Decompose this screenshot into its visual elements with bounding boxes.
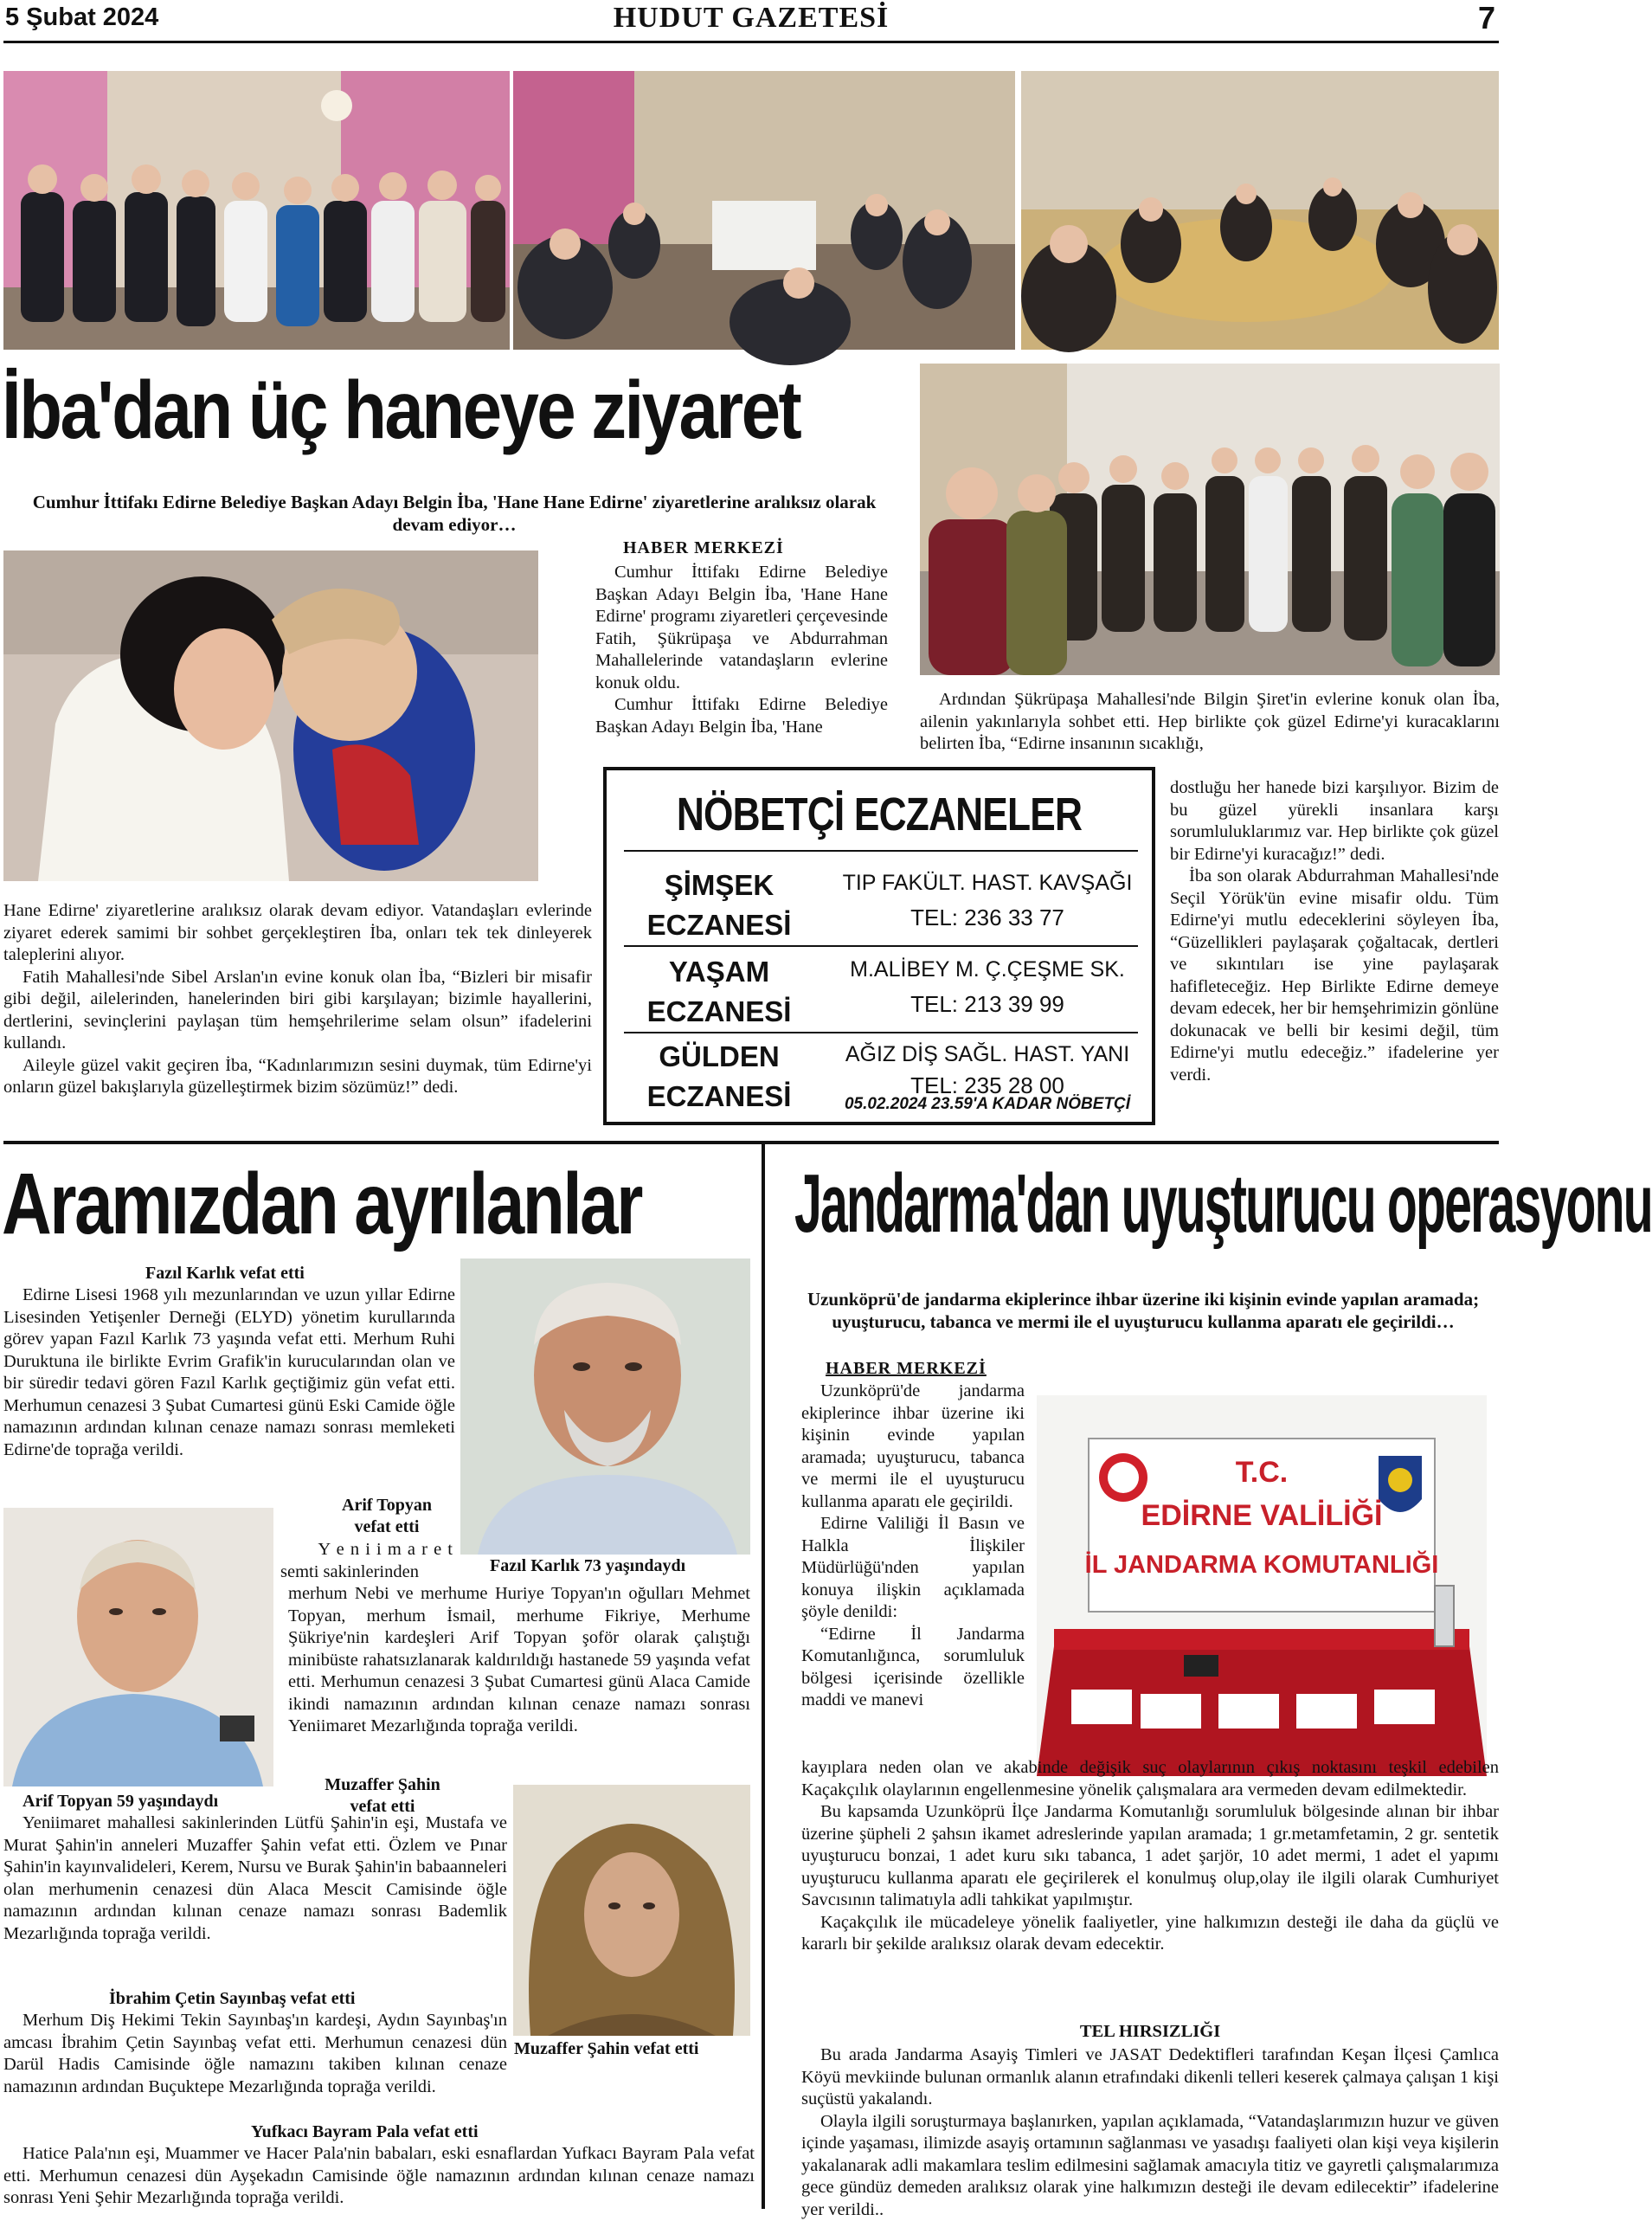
banner-komutanlik-text: İL JANDARMA KOMUTANLIĞI — [1085, 1549, 1439, 1579]
jandarma-full-par: Kaçakçılık ile mücadeleye yönelik faaliyetler, yine halkımızın desteği ile daha da güçlü ve kararlı bir şekilde aralıksız olarak devam edecektir. — [801, 1912, 1499, 1956]
pharmacy-title: NÖBETÇİ ECZANELER — [656, 788, 1103, 841]
topyan-photo — [3, 1508, 273, 1786]
pharmacy-address: TIP FAKÜLT. HAST. KAVŞAĞI — [832, 866, 1143, 900]
sahin-photo — [513, 1785, 750, 2036]
pharmacy-name: YAŞAM ECZANESİ — [615, 952, 823, 1032]
karlik-text — [3, 1284, 455, 1461]
karlik-caption: Fazıl Karlık 73 yaşındaydı — [490, 1556, 685, 1576]
topyan-line: Y e n i i m a r e t — [280, 1539, 453, 1561]
newspaper-name: HUDUT GAZETESİ — [0, 2, 1502, 35]
issue-date: 5 Şubat 2024 — [5, 3, 158, 32]
topyan-paragraph: merhum Nebi ve merhume Huriye Topyan'ın oğulları Mehmet Topyan, merhum İsmail, merhume Fikriye, Merhume Şükriye'nin kardeşleri Arif Topyan şoför olarak çalıştığı minibüste rahatsızlanarak kaldırıldığı hastanede 59 yaşında vefat etti. Merhumun cenazesi 3 Şubat Cumartesi günü Alaca Camide ikindi namazının ardından kılınan cenaze namazı sonrası Yeniimaret Mezarlığında toprağa verildi. — [288, 1583, 750, 1738]
header-rule — [3, 41, 1499, 43]
jandarma-headline: Jandarma'dan uyuşturucu operasyonu — [794, 1156, 1652, 1252]
sahin-heading — [313, 1774, 452, 1818]
karlik-paragraph: Edirne Lisesi 1968 yılı mezunlarından ve uzun yıllar Edirne Lisesinden Yetişenler Derneği (ELYD) yönetim kurullarında görev yapan Fazıl Karlık 73 yaşında vefat etti. Merhum Ruhi Duruktuna ile birlikte Evrim Grafik'in kurucularından olan ve bir süredir tedavi gören Fazıl Karlık geçtiğimiz gün vefat etti. Merhumun cenazesi 3 Şubat Cumartesi günü Eski Camide öğle namazının ardından kılınan cenaze namazı sonrası memleketi Edirne'de toprağa verildi. — [3, 1284, 455, 1461]
jandarma-full2-par: Olayla ilgili soruşturmaya başlanırken, yapılan açıklamada, “Vatandaşlarımızın huzur ve güven içinde yaşaması, ilimizde asayiş ortamının sağlanması ve yasadışı faaliyeti olan kişi veya kişilerin yakalanarak adli makamlara teslim edilmesini sağlamak amacıyla titiz ve gayretli çalışmalarımıza gece gündüz demeden aralıksız olarak yine halkımızın desteği ile devam edilecektir” ifadelerine yer verildi.. — [801, 2111, 1499, 2221]
iba-child-photo — [3, 550, 538, 881]
pharmacy-row — [607, 952, 1152, 1032]
jandarma-column-a — [801, 1381, 1025, 1712]
jandarma-col-a-par: “Edirne İl Jandarma Komutanlığınca, sorumluluk bölgesi içerisinde özellikle maddi ve manevi — [801, 1624, 1025, 1712]
pharmacy-phone: TEL: 213 39 99 — [832, 987, 1143, 1021]
iba-col-a-par: Cumhur İttifakı Edirne Belediye Başkan Adayı Belgin İba, 'Hane Hane Edirne' programı ziyaretleri çerçevesinde Fatih, Şükrüpaşa ve Abdurrahman Mahallelerinde vatandaşların evlerine konuk oldu. — [595, 562, 888, 694]
obituary-headline: Aramızdan ayrılanlar — [2, 1155, 641, 1254]
visit-photo-3 — [1021, 71, 1499, 350]
karlik-photo — [460, 1259, 750, 1555]
iba-col-b-par: Fatih Mahallesi'nde Sibel Arslan'ın evine konuk olan İba, “Bizleri bir misafir gibi değil, ailelerinden, hanelerinden biri gibi karşılayan; bizimle hayallerini, dertlerini, sevinçlerini paylaşan tüm hemşehrilerime selam olsun” ifadelerini kullandı. — [3, 967, 592, 1055]
jandarma-full-width — [801, 1757, 1499, 1956]
topyan-heading-line: Arif Topyan — [342, 1496, 432, 1515]
iba-headline: İba'dan üç haneye ziyaret — [2, 364, 800, 458]
iba-col-a-par: Cumhur İttifakı Edirne Belediye Başkan Adayı Belgin İba, 'Hane — [595, 694, 888, 738]
topyan-lead-lines — [280, 1539, 453, 1583]
pala-heading: Yufkacı Bayram Pala vefat etti — [251, 2122, 479, 2142]
topyan-heading-line: vefat etti — [355, 1517, 420, 1536]
section-rule — [3, 1141, 1499, 1144]
sahin-caption: Muzaffer Şahin vefat etti — [514, 2039, 698, 2059]
iba-col-c-par: dostluğu her hanede bizi karşılıyor. Bizim de bu güzel yürekli insanlara karşı sorumluluklarımız var. Hep birlikte çok güzel bir Edirne'yi kuracağız!” dedi. — [1170, 777, 1499, 866]
topyan-text — [288, 1583, 750, 1738]
iba-col-b-par: Hane Edirne' ziyaretlerine aralıksız olarak devam ediyor. Vatandaşları evlerinde ziyaret ederek samimi bir sohbet gerçekleştiren İba, onları tek tek dinleyerek taleplerini alıyor. — [3, 900, 592, 967]
pala-paragraph: Hatice Pala'nın eşi, Muammer ve Hacer Pala'nin babaları, eski esnaflardan Yufkacı Bayram Pala vefat etti. Merhumun cenazesi dün Ayşekadın Camisinde öğle namazının ardından kılınan cenaze namazı sonrası Yeni Şehir Mezarlığında toprağa verildi. — [3, 2143, 755, 2210]
sahin-heading-line: Muzaffer Şahin — [325, 1775, 440, 1794]
jandarma-seizure-photo — [1037, 1395, 1487, 1776]
jandarma-full2-par: Bu arada Jandarma Asayiş Timleri ve JASAT Dedektifleri tarafından Keşan İlçesi Çamlıca Köyü mevkiinde bulunan ormanlık alanın etrafındaki dikenli telleri keserek çalmaya çalışan 1 kişi suçüstü yakalandı. — [801, 2044, 1499, 2111]
pharmacy-address: M.ALİBEY M. Ç.ÇEŞME SK. — [832, 952, 1143, 987]
iba-col-c-par: İba son olarak Abdurrahman Mahallesi'nde Seçil Yörük'ün evine misafir oldu. Tüm Edirne'yi mutlu edeceklerini söyleyen İba, “Güzellikleri paylaşarak çoğaltacak, dertleri ve sıkıntıları ise yine paylaşarak hafifleteceğiz. Hep Birlikte Edirne demeye devam edecek, her bir hemşehrimizin gönlüne dokunacak ve belli bir kesimi değil, tüm Edirne'yi mutlu edeceğiz.” ifadelerine yer verdi. — [1170, 866, 1499, 1086]
sahin-text — [3, 1812, 507, 1945]
jandarma-subheading: TEL HIRSIZLIĞI — [801, 2022, 1499, 2042]
pharmacy-row — [607, 866, 1152, 945]
sayinbas-heading: İbrahim Çetin Sayınbaş vefat etti — [109, 1989, 355, 2009]
pharmacy-name: GÜLDEN ECZANESİ — [615, 1037, 823, 1117]
jandarma-full-par: kayıplara neden olan ve akabinde değişik suç olaylarının çıkış noktasını teşkil edebilen Kaçakçılık olaylarının engellenmesine yönelik çalışmalara ara vermeden devam edilmektedir. — [801, 1757, 1499, 1801]
sayinbas-paragraph: Merhum Diş Hekimi Tekin Sayınbaş'ın kardeşi, Aydın Sayınbaş'ın amcası İbrahim Çetin Sayınbaş vefat etti. Merhumun cenazesi dün Darül Hadis Camisinde öğle namazını takiben kılınan cenaze namazının ardından Buçuktepe Mezarlığında toprağa verildi. — [3, 2010, 507, 2098]
iba-column-c — [1170, 777, 1499, 1086]
sahin-paragraph: Yeniimaret mahallesi sakinlerinden Lütfü Şahin'in eşi, Mustafa ve Murat Şahin'in anneleri Muzaffer Şahin vefat etti. Özlem ve Pınar Şahin'in kayınvalideleri, Kerem, Nursu ve Burak Şahin'in babaanneleri olan merhumenin cenazesi dün Alaca Mescit Camisinde öğle namazının ardından kılınan cenaze namazı sonrası Bademlik Mezarlığında toprağa verildi. — [3, 1812, 507, 1945]
pharmacy-rule — [624, 850, 1138, 852]
pharmacy-name: ŞİMŞEK ECZANESİ — [615, 866, 823, 945]
pharmacy-phone: TEL: 236 33 77 — [832, 900, 1143, 935]
pharmacy-address: AĞIZ DİŞ SAĞL. HAST. YANI — [832, 1037, 1143, 1072]
pharmacy-rule — [624, 1032, 1138, 1033]
banner-tc-text: T.C. — [1236, 1456, 1288, 1489]
jandarma-col-a-par: Edirne Valiliği İl Basın ve Halkla İlişkiler Müdürlüğü'nden yapılan konuya ilişkin açıklamada şöyle denildi: — [801, 1513, 1025, 1624]
pala-text — [3, 2143, 755, 2210]
pharmacy-rule — [624, 945, 1138, 947]
iba-group-photo — [920, 364, 1500, 675]
jandarma-full-par: Bu kapsamda Uzunköprü İlçe Jandarma Komutanlığı sorumluluk bölgesinde alınan bir ihbar üzerine şüpheli 2 şahsın ikamet adreslerinde yapılan aramada; 1 gr.metamfetamin, 2 gr. sentetik uyuşturucu bonzai, 1 adet kuru sıkı tabanca, 1 adet şarjör, 10 adet mermi, 1 adet el yapımı uyuşturucu kullanma aparatı ele geçirilerek el konulmuş olup,olay ile ilgili olarak Cumhuriyet Savcısının talimatıyla adli tahkikat yapılmıştır. — [801, 1801, 1499, 1912]
sayinbas-text — [3, 2010, 507, 2098]
pharmacy-box — [603, 767, 1155, 1125]
iba-column-b — [3, 900, 592, 1099]
topyan-caption: Arif Topyan 59 yaşındaydı — [22, 1792, 218, 1812]
iba-column-c-top — [920, 689, 1500, 756]
iba-lead: Cumhur İttifakı Edirne Belediye Başkan Adayı Belgin İba, 'Hane Hane Edirne' ziyaretlerine aralıksız olarak devam ediyor… — [26, 491, 883, 536]
banner-valilik-text: EDİRNE VALİLİĞİ — [1141, 1499, 1383, 1532]
sahin-heading-line: vefat etti — [350, 1797, 415, 1816]
jandarma-lead: Uzunköprü'de jandarma ekiplerince ihbar üzerine iki kişinin evinde yapılan aramada; uyuşturucu, tabanca ve mermi ile el uyuşturucu kullanma aparatı ele geçirildi… — [801, 1288, 1485, 1333]
jandarma-byline: HABER MERKEZİ — [826, 1359, 987, 1379]
karlik-heading: Fazıl Karlık vefat etti — [145, 1264, 305, 1284]
iba-col-b-par: Aileyle güzel vakit geçiren İba, “Kadınlarımızın sesini duymak, tüm Edirne'yi onların güzel bakışlarıyla güzelleştirmek bizim sözümüz!” dedi. — [3, 1055, 592, 1099]
jandarma-full-width-2 — [801, 2044, 1499, 2221]
column-divider — [762, 1144, 765, 2209]
pharmacy-phone: TEL: 235 28 00 — [832, 1068, 1143, 1103]
jandarma-col-a-par: Uzunköprü'de jandarma ekiplerince ihbar üzerine iki kişinin evinde yapılan aramada; uyuşturucu, tabanca ve mermi ile el uyuşturucu kullanma aparatı ele geçirildi. — [801, 1381, 1025, 1513]
visit-photo-1 — [3, 71, 510, 350]
iba-column-a — [595, 562, 888, 738]
page-number: 7 — [1478, 0, 1495, 36]
topyan-heading — [322, 1495, 452, 1538]
iba-byline: HABER MERKEZİ — [623, 538, 784, 558]
visit-photo-2 — [513, 71, 1015, 350]
iba-col-c-top-par: Ardından Şükrüpaşa Mahallesi'nde Bilgin Şiret'in evlerine konuk olan İba, ailenin yakınlarıyla sohbet etti. Hep birlikte çok güzel Edirne'yi kuracaklarını belirten İba, “Edirne insanının sıcaklığı, — [920, 689, 1500, 756]
pharmacy-note: 05.02.2024 23.59'A KADAR NÖBETÇİ — [832, 1095, 1143, 1114]
topyan-line: semti sakinlerinden — [280, 1561, 453, 1584]
